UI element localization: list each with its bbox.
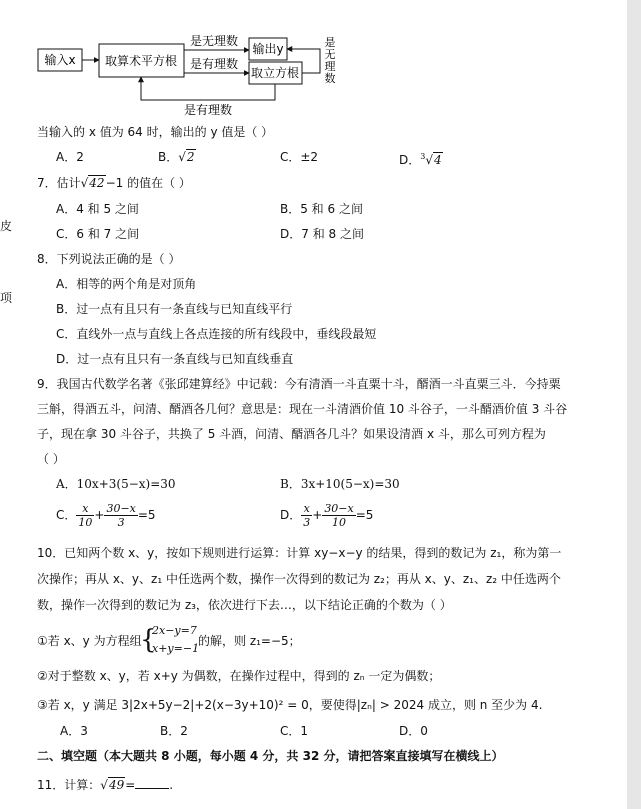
q10-option-a: A．3 bbox=[60, 724, 88, 738]
q8-option-b: B．过一点有且只有一条直线与已知直线平行 bbox=[56, 302, 293, 316]
q8-option-a: A．相等的两个角是对顶角 bbox=[56, 277, 197, 291]
q9-line-2: 三斛，得酒五斗，问清、醑酒各几何？意思是：现在一斗清酒价值 10 斗谷子，一斗醑酒价值 3 斗谷 bbox=[37, 402, 568, 416]
system-brace: { bbox=[140, 625, 157, 655]
margin-mark-1: 皮 bbox=[0, 219, 13, 233]
page-edge-bar bbox=[627, 0, 641, 809]
side-label-1: 无 bbox=[324, 48, 336, 61]
q6-option-a: A．2 bbox=[56, 150, 84, 164]
q11-answer-blank[interactable] bbox=[135, 776, 169, 789]
q9-option-a: A．10x+3(5−x)=30 bbox=[56, 477, 176, 491]
arrow-rational-mid: 是有理数 bbox=[189, 57, 239, 71]
q8-stem: 8．下列说法正确的是（ ） bbox=[37, 252, 181, 266]
q6-option-b: B．√2 bbox=[158, 150, 195, 164]
q10-line-3: 数，操作一次得到的数记为 z₃，依次进行下去…，以下结论正确的个数为（ ） bbox=[37, 598, 452, 612]
q10-statement-3: ③若 x，y 满足 3|2x+5y−2|+2(x−3y+10)² = 0，要使得|zₙ| > 2024 成立，则 n 至少为 4. bbox=[37, 698, 543, 712]
side-label-2: 理 bbox=[324, 60, 336, 73]
flowchart bbox=[0, 0, 360, 122]
q7-option-c: C．6 和 7 之间 bbox=[56, 227, 140, 241]
q9-line-1: 9．我国古代数学名著《张邱建算经》中记载：今有清酒一斗直粟十斗，醑酒一斗直粟三斗．今持粟 bbox=[37, 377, 561, 391]
q7-option-a: A．4 和 5 之间 bbox=[56, 202, 139, 216]
q7-stem: 7．估计√42−1 的值在（ ） bbox=[37, 176, 191, 190]
q10-line-2: 次操作；再从 x、y、z₁ 中任选两个数，操作一次得到的数记为 z₂；再从 x、y、z₁、z₂ 中任选两个 bbox=[37, 572, 561, 586]
side-label-0: 是 bbox=[324, 36, 336, 49]
q10-statement-1-prefix: ①若 x、y 为方程组 bbox=[37, 634, 142, 648]
side-label-3: 数 bbox=[324, 72, 336, 85]
q10-statement-1-suffix: 的解，则 z₁=−5； bbox=[198, 634, 301, 648]
sqrt-box-label: 取算术平方根 bbox=[104, 54, 178, 68]
margin-mark-2: 项 bbox=[0, 291, 13, 305]
q6-option-d: D．$^3$√4 bbox=[399, 152, 442, 167]
output-box-label: 输出y bbox=[252, 42, 284, 56]
q10-option-b: B．2 bbox=[160, 724, 188, 738]
q9-option-d: D． $\frac{x}{3}$ + $\frac{30-x}{10}$ =5 bbox=[280, 502, 374, 529]
system-eq-1: 2x−y=7 bbox=[152, 624, 197, 637]
q10-option-d: D．0 bbox=[399, 724, 428, 738]
section-2-heading: 二、填空题（本大题共 8 小题，每小题 4 分，共 32 分，请把答案直接填写在横线上） bbox=[37, 749, 504, 763]
q11: 11．计算：√49= . bbox=[37, 778, 174, 792]
q9-line-4: （ ） bbox=[37, 452, 65, 466]
q9-option-c: C． $\frac{x}{10}$ + $\frac{30-x}{3}$ =5 bbox=[56, 502, 156, 529]
q9-line-3: 子，现在拿 30 斗谷子，共换了 5 斗酒，问清、醑酒各几斗？如果设清酒 x 斗，那么可列方程为 bbox=[37, 427, 546, 441]
q10-line-1: 10．已知两个数 x、y，按如下规则进行运算：计算 xy−x−y 的结果，得到的数记为 z₁，称为第一 bbox=[37, 546, 562, 560]
system-eq-2: x+y=−1 bbox=[152, 642, 200, 655]
q7-option-d: D．7 和 8 之间 bbox=[280, 227, 364, 241]
arrow-rational-bottom: 是有理数 bbox=[183, 103, 233, 117]
q8-option-d: D．过一点有且只有一条直线与已知直线垂直 bbox=[56, 352, 294, 366]
q6-option-c: C．±2 bbox=[280, 150, 319, 164]
q7-option-b: B．5 和 6 之间 bbox=[280, 202, 363, 216]
cube-box-label: 取立方根 bbox=[250, 66, 300, 80]
q8-option-c: C．直线外一点与直线上各点连接的所有线段中，垂线段最短 bbox=[56, 327, 377, 341]
input-box-label: 输入x bbox=[44, 53, 76, 67]
arrow-irrational-top: 是无理数 bbox=[189, 34, 239, 48]
q9-option-b: B．3x+10(5−x)=30 bbox=[280, 477, 400, 491]
q6-stem: 当输入的 x 值为 64 时，输出的 y 值是（ ） bbox=[37, 125, 274, 139]
q10-statement-2: ②对于整数 x、y，若 x+y 为偶数，在操作过程中，得到的 zₙ 一定为偶数； bbox=[37, 669, 441, 683]
q10-option-c: C．1 bbox=[280, 724, 309, 738]
